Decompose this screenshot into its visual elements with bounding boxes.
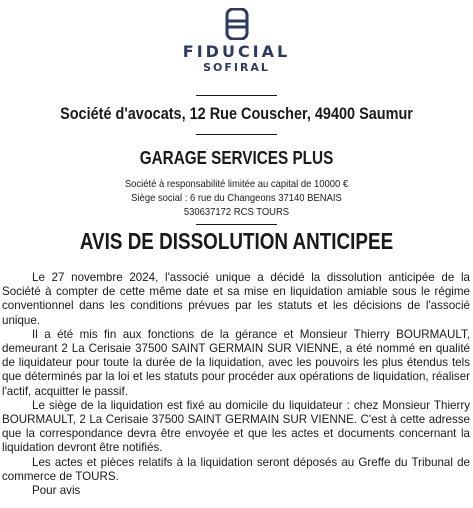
firm-line: Société d'avocats, 12 Rue Couscher, 49400 Saumur xyxy=(60,104,413,123)
paragraph: Les actes et pièces relatifs à la liquidation seront déposés au Greffe du Tribunal de commerce de TOURS. xyxy=(2,455,470,483)
company-name: GARAGE SERVICES PLUS xyxy=(139,148,334,168)
divider xyxy=(196,95,277,96)
fiducial-logo xyxy=(0,8,473,74)
paragraph: Le siège de la liquidation est fixé au domicile du liquidateur : chez Monsieur Thierry BOURMAULT, 2 La Cerisaie 37500 SAINT GERMAIN SUR VIENNE. C'est à cette adresse que la correspondance devra être envoyée et que les actes et documents concernant la liquidation devront être notifiés. xyxy=(2,398,470,455)
company-rcs: 530637172 RCS TOURS xyxy=(183,206,290,218)
company-address: Siège social : 6 rue du Changeons 37140 BENAIS xyxy=(131,192,342,204)
divider xyxy=(196,134,277,135)
fiducial-logo-icon xyxy=(225,8,249,40)
logo-brand: FIDUCIAL xyxy=(182,42,291,61)
notice-title: AVIS DE DISSOLUTION ANTICIPEE xyxy=(79,228,394,254)
paragraph: Le 27 novembre 2024, l'associé unique a décidé la dissolution anticipée de la Société à compter de cette même date et sa mise en liquidation amiable sous le régime conventionnel dans les conditions prévues par les statuts et les décisions de l'associé unique. xyxy=(2,271,470,327)
paragraph: Il a été mis fin aux fonctions de la gérance et Monsieur Thierry BOURMAULT, demeurant 2 La Cerisaie 37500 SAINT GERMAIN SUR VIENNE, a été nommé en qualité de liquidateur pour toute la durée de la liquidation, avec les pouvoirs les plus étendus tels que déterminés par la loi et les statuts pour procéder aux opérations de liquidation, réaliser l'actif, acquitter le passif. xyxy=(2,327,470,398)
paragraph: Pour avis xyxy=(32,484,81,498)
company-capital: Société à responsabilité limitée au capital de 10000 € xyxy=(124,178,349,190)
divider xyxy=(196,224,277,225)
logo-sub: SOFIRAL xyxy=(203,61,270,74)
notice-body xyxy=(2,271,470,498)
